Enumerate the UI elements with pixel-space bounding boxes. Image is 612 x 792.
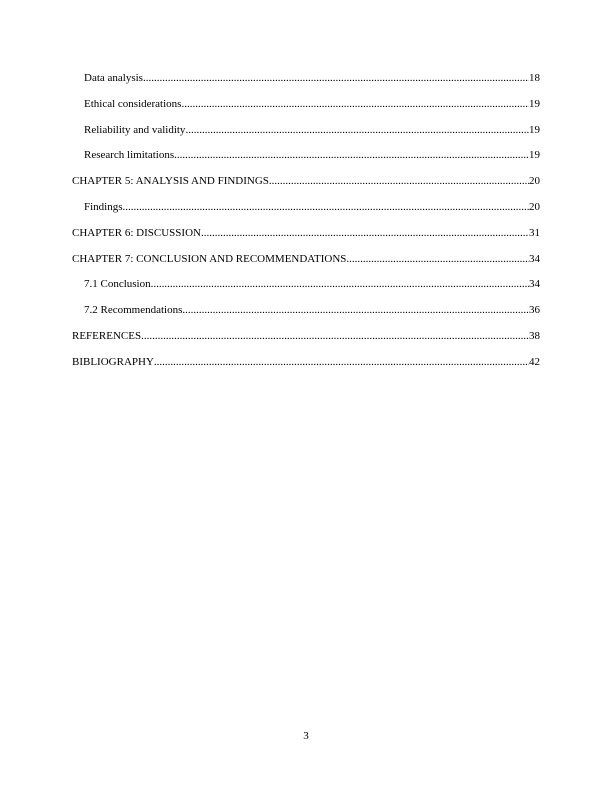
toc-entry-findings[interactable] [72,200,540,226]
toc-entry-title: 7.1 Conclusion [84,278,151,291]
table-of-contents [72,71,540,381]
toc-entry-page: 36 [529,304,540,317]
toc-dot-leader [154,355,529,370]
toc-entry-conclusion[interactable] [72,277,540,303]
toc-entry-data-analysis[interactable] [72,71,540,97]
toc-entry-reliability-and-validity[interactable] [72,123,540,149]
toc-dot-leader [269,174,529,189]
toc-dot-leader [123,200,529,215]
toc-entry-page: 34 [529,278,540,291]
page-number: 3 [303,730,309,742]
toc-dot-leader [151,277,529,292]
toc-entry-title: Data analysis [84,72,143,84]
toc-entry-page: 31 [529,226,540,239]
toc-entry-title: CHAPTER 5: ANALYSIS AND FINDINGS [72,175,269,188]
toc-dot-leader [174,148,529,163]
toc-dot-leader [201,226,529,241]
toc-entry-page: 18 [529,72,540,84]
toc-dot-leader [346,252,529,267]
toc-dot-leader [141,329,529,344]
toc-entry-title: 7.2 Recommendations [84,304,183,317]
toc-dot-leader [143,71,529,86]
toc-entry-page: 20 [529,200,540,213]
toc-dot-leader [181,97,529,112]
toc-entry-research-limitations[interactable] [72,148,540,174]
toc-entry-title: Findings [84,200,123,213]
toc-entry-bibliography[interactable] [72,355,540,381]
toc-entry-title: BIBLIOGRAPHY [72,355,154,368]
toc-entry-page: 20 [529,175,540,188]
toc-entry-page: 38 [529,329,540,342]
toc-dot-leader [182,303,529,318]
toc-entry-page: 19 [529,97,540,110]
toc-entry-page: 19 [529,123,540,136]
toc-entry-title: REFERENCES [72,329,142,342]
toc-entry-title: Reliability and validity [84,123,186,136]
toc-entry-title: Research limitations [84,149,175,162]
toc-entry-title: CHAPTER 7: CONCLUSION AND RECOMMENDATIONS [72,252,347,265]
toc-entry-chapter-5[interactable] [72,174,540,200]
toc-entry-references[interactable] [72,329,540,355]
toc-entry-chapter-6[interactable] [72,226,540,252]
toc-dot-leader [185,123,529,138]
toc-entry-title: Ethical considerations [84,97,182,110]
toc-entry-chapter-7[interactable] [72,252,540,278]
toc-entry-ethical-considerations[interactable] [72,97,540,123]
toc-entry-title: CHAPTER 6: DISCUSSION [72,226,201,239]
toc-entry-page: 34 [529,252,540,265]
toc-entry-page: 19 [529,149,540,162]
toc-entry-page: 42 [529,355,540,368]
toc-entry-recommendations[interactable] [72,303,540,329]
